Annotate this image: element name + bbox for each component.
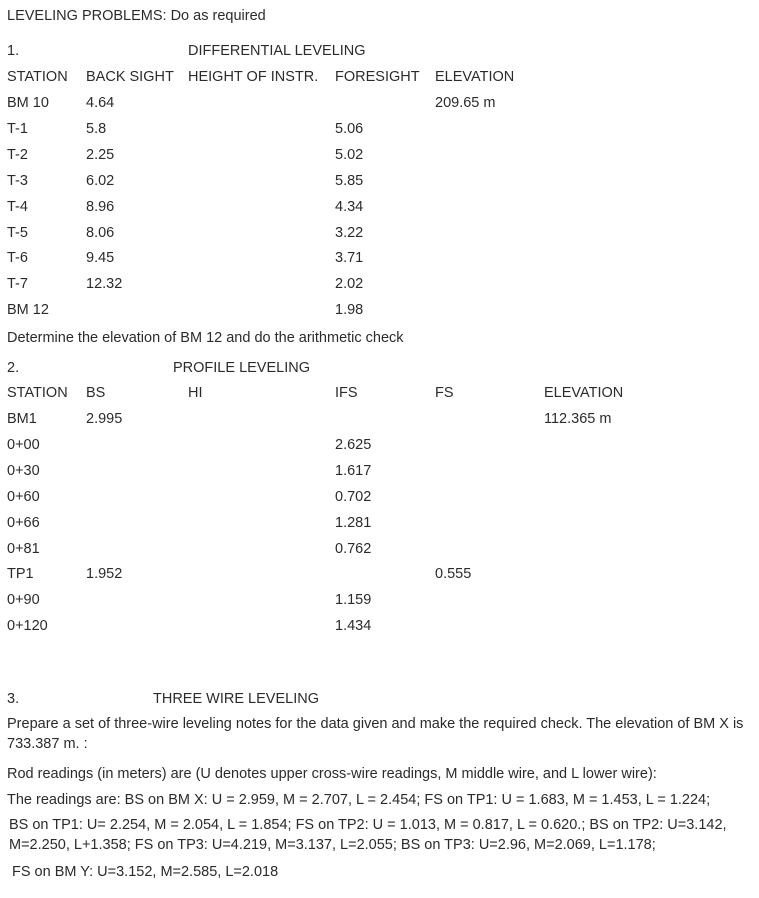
p2-header-ifs: IFS (335, 385, 358, 401)
problem1-cell-station: T-3 (7, 172, 28, 189)
problem2-cell-ifs: 0.762 (335, 540, 372, 557)
problem2-cell-ifs: 1.159 (335, 592, 372, 609)
problem2-cell-station: 0+81 (7, 540, 40, 557)
problem1-cell-fs: 5.06 (335, 120, 364, 137)
problem2-cell-ifs: 0.702 (335, 488, 372, 505)
problem2-cell-ifs: 1.617 (335, 462, 372, 479)
problem1-cell-fs: 3.71 (335, 250, 364, 267)
problem1-cell-station: T-6 (7, 250, 28, 267)
problem2-cell-station: 0+90 (7, 592, 40, 609)
problem2-cell-station: TP1 (7, 566, 34, 583)
problem2-cell-fs: 0.555 (435, 566, 472, 583)
problem1-cell-fs: 5.85 (335, 172, 364, 189)
problem2-cell-ifs: 2.625 (335, 436, 372, 453)
problem1-cell-bs: 4.64 (86, 95, 115, 111)
problem2-cell-ifs: 1.281 (335, 514, 372, 531)
problem1-instruction: Determine the elevation of BM 12 and do the arithmetic check (7, 330, 404, 346)
problem1-cell-station: T-5 (7, 224, 28, 241)
problem1-cell-bs: 8.96 (86, 198, 115, 215)
problem1-cell-bs: 8.06 (86, 224, 115, 241)
problem2-cell-bs: 2.995 (86, 411, 123, 427)
p1-header-bs: BACK SIGHT (86, 69, 174, 85)
p1-header-station: STATION (7, 69, 68, 85)
problem1-cell-bs: 12.32 (86, 276, 123, 293)
problem2-cell-station: 0+60 (7, 488, 40, 505)
p2-header-bs: BS (86, 385, 106, 401)
problem1-cell-fs: 1.98 (335, 302, 364, 319)
problem3-prompt: Prepare a set of three-wire leveling notes for the data given and make the required check. The elevation of BM X is 733.387 m. : (7, 716, 744, 752)
problem1-cell-bs: 9.45 (86, 250, 115, 267)
page-heading: LEVELING PROBLEMS: Do as required (7, 8, 266, 24)
problem2-number: 2. (7, 360, 20, 376)
problem3-line2: BS on TP1: U= 2.254, M = 2.054, L = 1.854; FS on TP2: U = 1.013, M = 0.817, L = 0.620.; BS on TP2: U=3.142, M=2.250, L+1.358; FS on TP3: U=4.219, M=3.137, L=2.055; BS on TP3: U=2.96, M=2.069, L=1.178; (9, 817, 727, 853)
problem1-cell-station: T-4 (7, 198, 28, 215)
p1-header-fs: FORESIGHT (335, 69, 420, 85)
problem2-cell-station: 0+30 (7, 462, 40, 479)
problem1-cell-fs: 3.22 (335, 224, 364, 241)
p2-header-fs: FS (435, 385, 454, 401)
problem2-cell-station: 0+120 (7, 618, 48, 635)
problem1-cell-bs: 5.8 (86, 120, 107, 137)
problem1-cell-station: T-2 (7, 146, 28, 163)
problem1-cell-elev: 209.65 m (435, 95, 496, 111)
problem1-number: 1. (7, 43, 20, 59)
problem1-title: DIFFERENTIAL LEVELING (188, 43, 366, 59)
problem2-cell-station: BM1 (7, 411, 37, 427)
p2-header-hi: HI (188, 385, 203, 401)
problem3-title: THREE WIRE LEVELING (153, 691, 319, 707)
problem3-number: 3. (7, 691, 20, 707)
problem1-cell-station: BM 10 (7, 95, 49, 111)
p1-header-elev: ELEVATION (435, 69, 515, 85)
problem1-cell-bs: 6.02 (86, 172, 115, 189)
problem3-line1: The readings are: BS on BM X: U = 2.959, M = 2.707, L = 2.454; FS on TP1: U = 1.683, M = 1.453, L = 1.224; (7, 792, 711, 808)
problem1-cell-fs: 4.34 (335, 198, 364, 215)
problem2-cell-ifs: 1.434 (335, 618, 372, 635)
problem1-cell-station: T-7 (7, 276, 28, 293)
problem2-title: PROFILE LEVELING (173, 360, 310, 376)
p2-header-station: STATION (7, 385, 68, 401)
problem3-rod-readings-note: Rod readings (in meters) are (U denotes upper cross-wire readings, M middle wire, and L lower wire): (7, 766, 657, 782)
problem1-cell-station: BM 12 (7, 302, 49, 319)
problem2-cell-elev: 112.365 m (544, 411, 612, 427)
problem1-cell-station: T-1 (7, 120, 28, 137)
problem2-cell-station: 0+66 (7, 514, 40, 531)
problem1-cell-fs: 5.02 (335, 146, 364, 163)
p2-header-elev: ELEVATION (544, 385, 624, 401)
problem2-cell-station: 0+00 (7, 436, 40, 453)
problem1-cell-bs: 2.25 (86, 146, 115, 163)
problem1-cell-fs: 2.02 (335, 276, 364, 293)
problem3-line3: FS on BM Y: U=3.152, M=2.585, L=2.018 (12, 864, 279, 880)
p1-header-hi: HEIGHT OF INSTR. (188, 69, 319, 85)
problem2-cell-bs: 1.952 (86, 566, 123, 583)
